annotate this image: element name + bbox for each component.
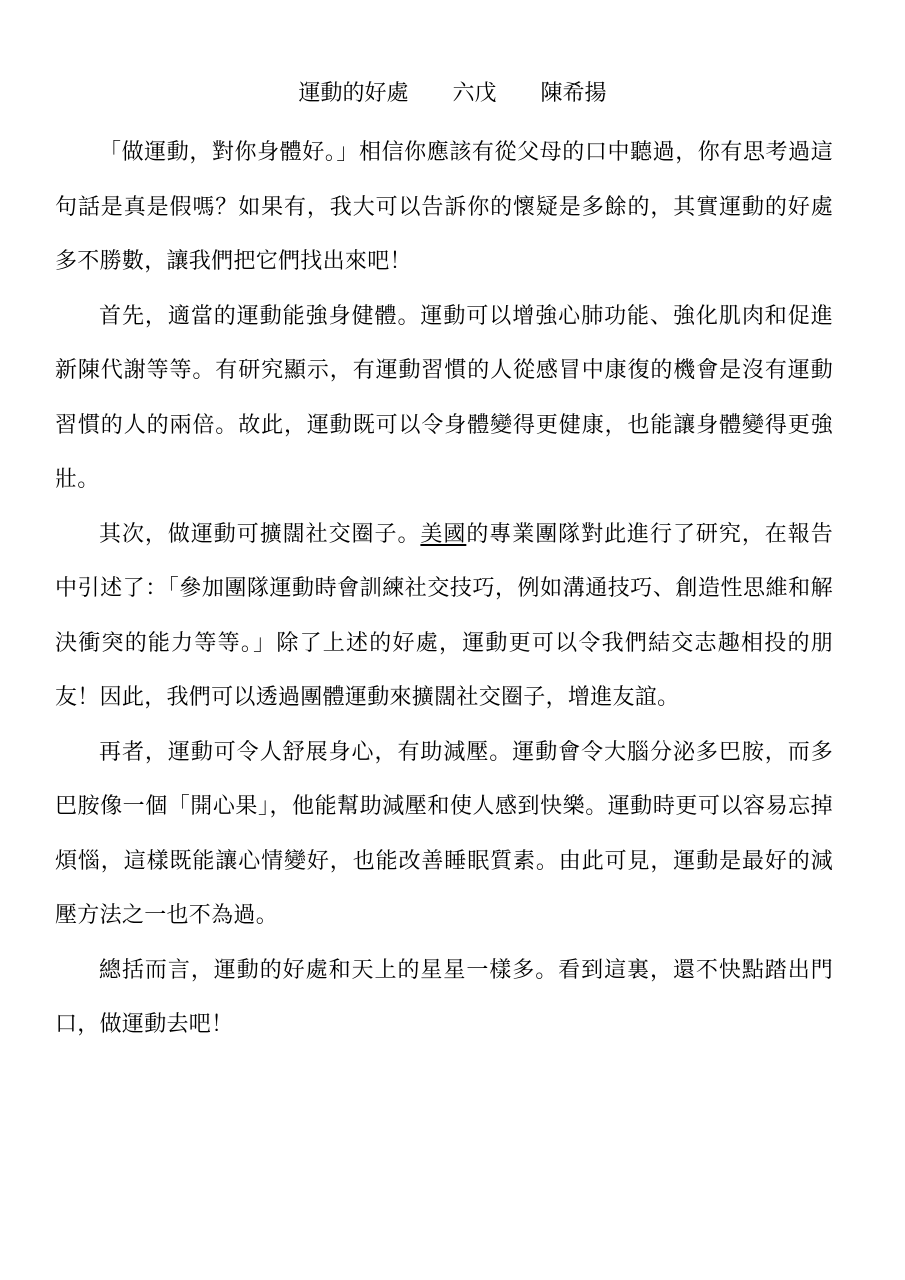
- underlined-country-name: 美國: [420, 521, 467, 547]
- essay-title: 運動的好處 六戊 陳希揚: [298, 81, 607, 106]
- paragraph-conclusion: 總括而言，運動的好處和天上的星星一樣多。看到這裏，還不快點踏出門口，做運動去吧！: [55, 957, 833, 1037]
- paragraph-social-rest: 的專業團隊對此進行了研究，在報告中引述了：「參加團隊運動時會訓練社交技巧，例如溝通技巧、創造性思維和解決衝突的能力等等。」除了上述的好處，運動更可以令我們結交志趣相投的朋友！因此，我們可以透過團體運動來擴闊社交圈子，增進友誼。: [55, 521, 833, 710]
- essay-body: [55, 126, 833, 1053]
- paragraph-stress-relief: 再者，運動可令人舒展身心，有助減壓。運動會令大腦分泌多巴胺，而多巴胺像一個「開心果」，他能幫助減壓和使人感到快樂。運動時更可以容易忘掉煩惱，這樣既能讓心情變好，也能改善睡眠質素。由此可見，運動是最好的減壓方法之一也不為過。: [55, 739, 833, 928]
- paragraph-social-start: 其次，做運動可擴闊社交圈子。: [99, 521, 421, 547]
- paragraph-intro: 「做運動，對你身體好。」相信你應該有從父母的口中聽過，你有思考過這句話是真是假嗎？如果有，我大可以告訴你的懷疑是多餘的，其實運動的好處多不勝數，讓我們把它們找出來吧！: [55, 140, 833, 274]
- paragraph-social: [55, 508, 833, 726]
- paragraph-health: 首先，適當的運動能強身健體。運動可以增強心肺功能、強化肌肉和促進新陳代謝等等。有研究顯示，有運動習慣的人從感冒中康復的機會是沒有運動習慣的人的兩倍。故此，運動既可以令身體變得更健康，也能讓身體變得更強壯。: [55, 303, 833, 492]
